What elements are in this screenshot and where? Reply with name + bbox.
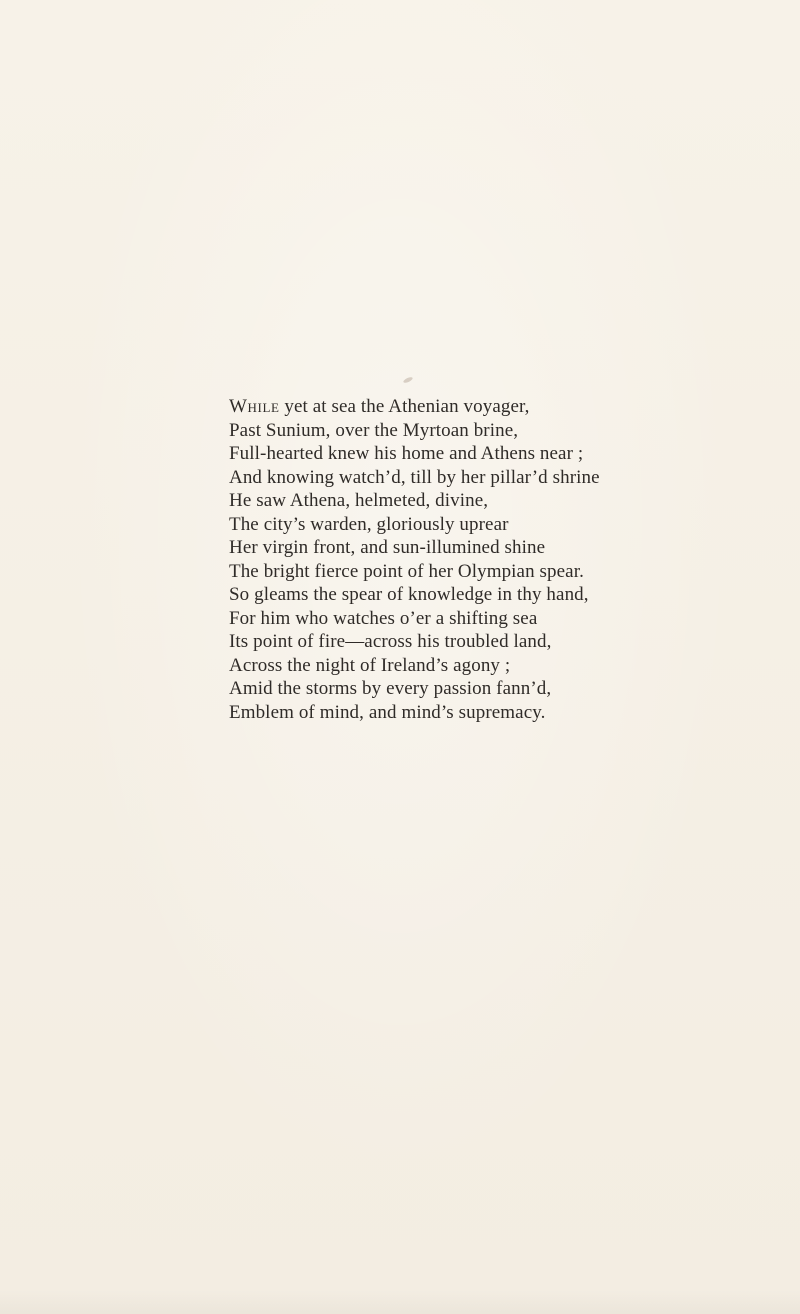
poem-line-9: So gleams the spear of knowledge in thy hand,: [229, 584, 589, 605]
poem-line-2: Past Sunium, over the Myrtoan brine,: [229, 419, 519, 441]
poem-line-4: And knowing watch’d, till by her pillar’d shrine: [229, 466, 600, 488]
opening-word: While: [229, 396, 280, 417]
poem-text: [229, 395, 689, 724]
paper-speck: [403, 376, 414, 384]
poem-line-1: [229, 395, 689, 419]
poem-line-6: The city’s warden, gloriously uprear: [229, 513, 509, 535]
poem-line-14: Emblem of mind, and mind’s supremacy.: [229, 701, 546, 723]
poem-line-10: For him who watches o’er a shifting sea: [229, 607, 538, 629]
poem-line-1-rest: yet at sea the Athenian voyager,: [279, 396, 530, 417]
poem-line-12: Across the night of Ireland’s agony ;: [229, 654, 511, 676]
poem-line-7: Her virgin front, and sun-illumined shine: [229, 537, 546, 558]
poem-line-11: Its point of fire—across his troubled land,: [229, 631, 552, 652]
poem-line-13: Amid the storms by every passion fann’d,: [229, 678, 552, 699]
poem-line-5: He saw Athena, helmeted, divine,: [229, 490, 489, 511]
page-bottom-edge: [0, 1290, 800, 1314]
poem-line-8: The bright fierce point of her Olympian spear.: [229, 560, 584, 582]
poem-line-3: Full-hearted knew his home and Athens near ;: [229, 443, 584, 464]
